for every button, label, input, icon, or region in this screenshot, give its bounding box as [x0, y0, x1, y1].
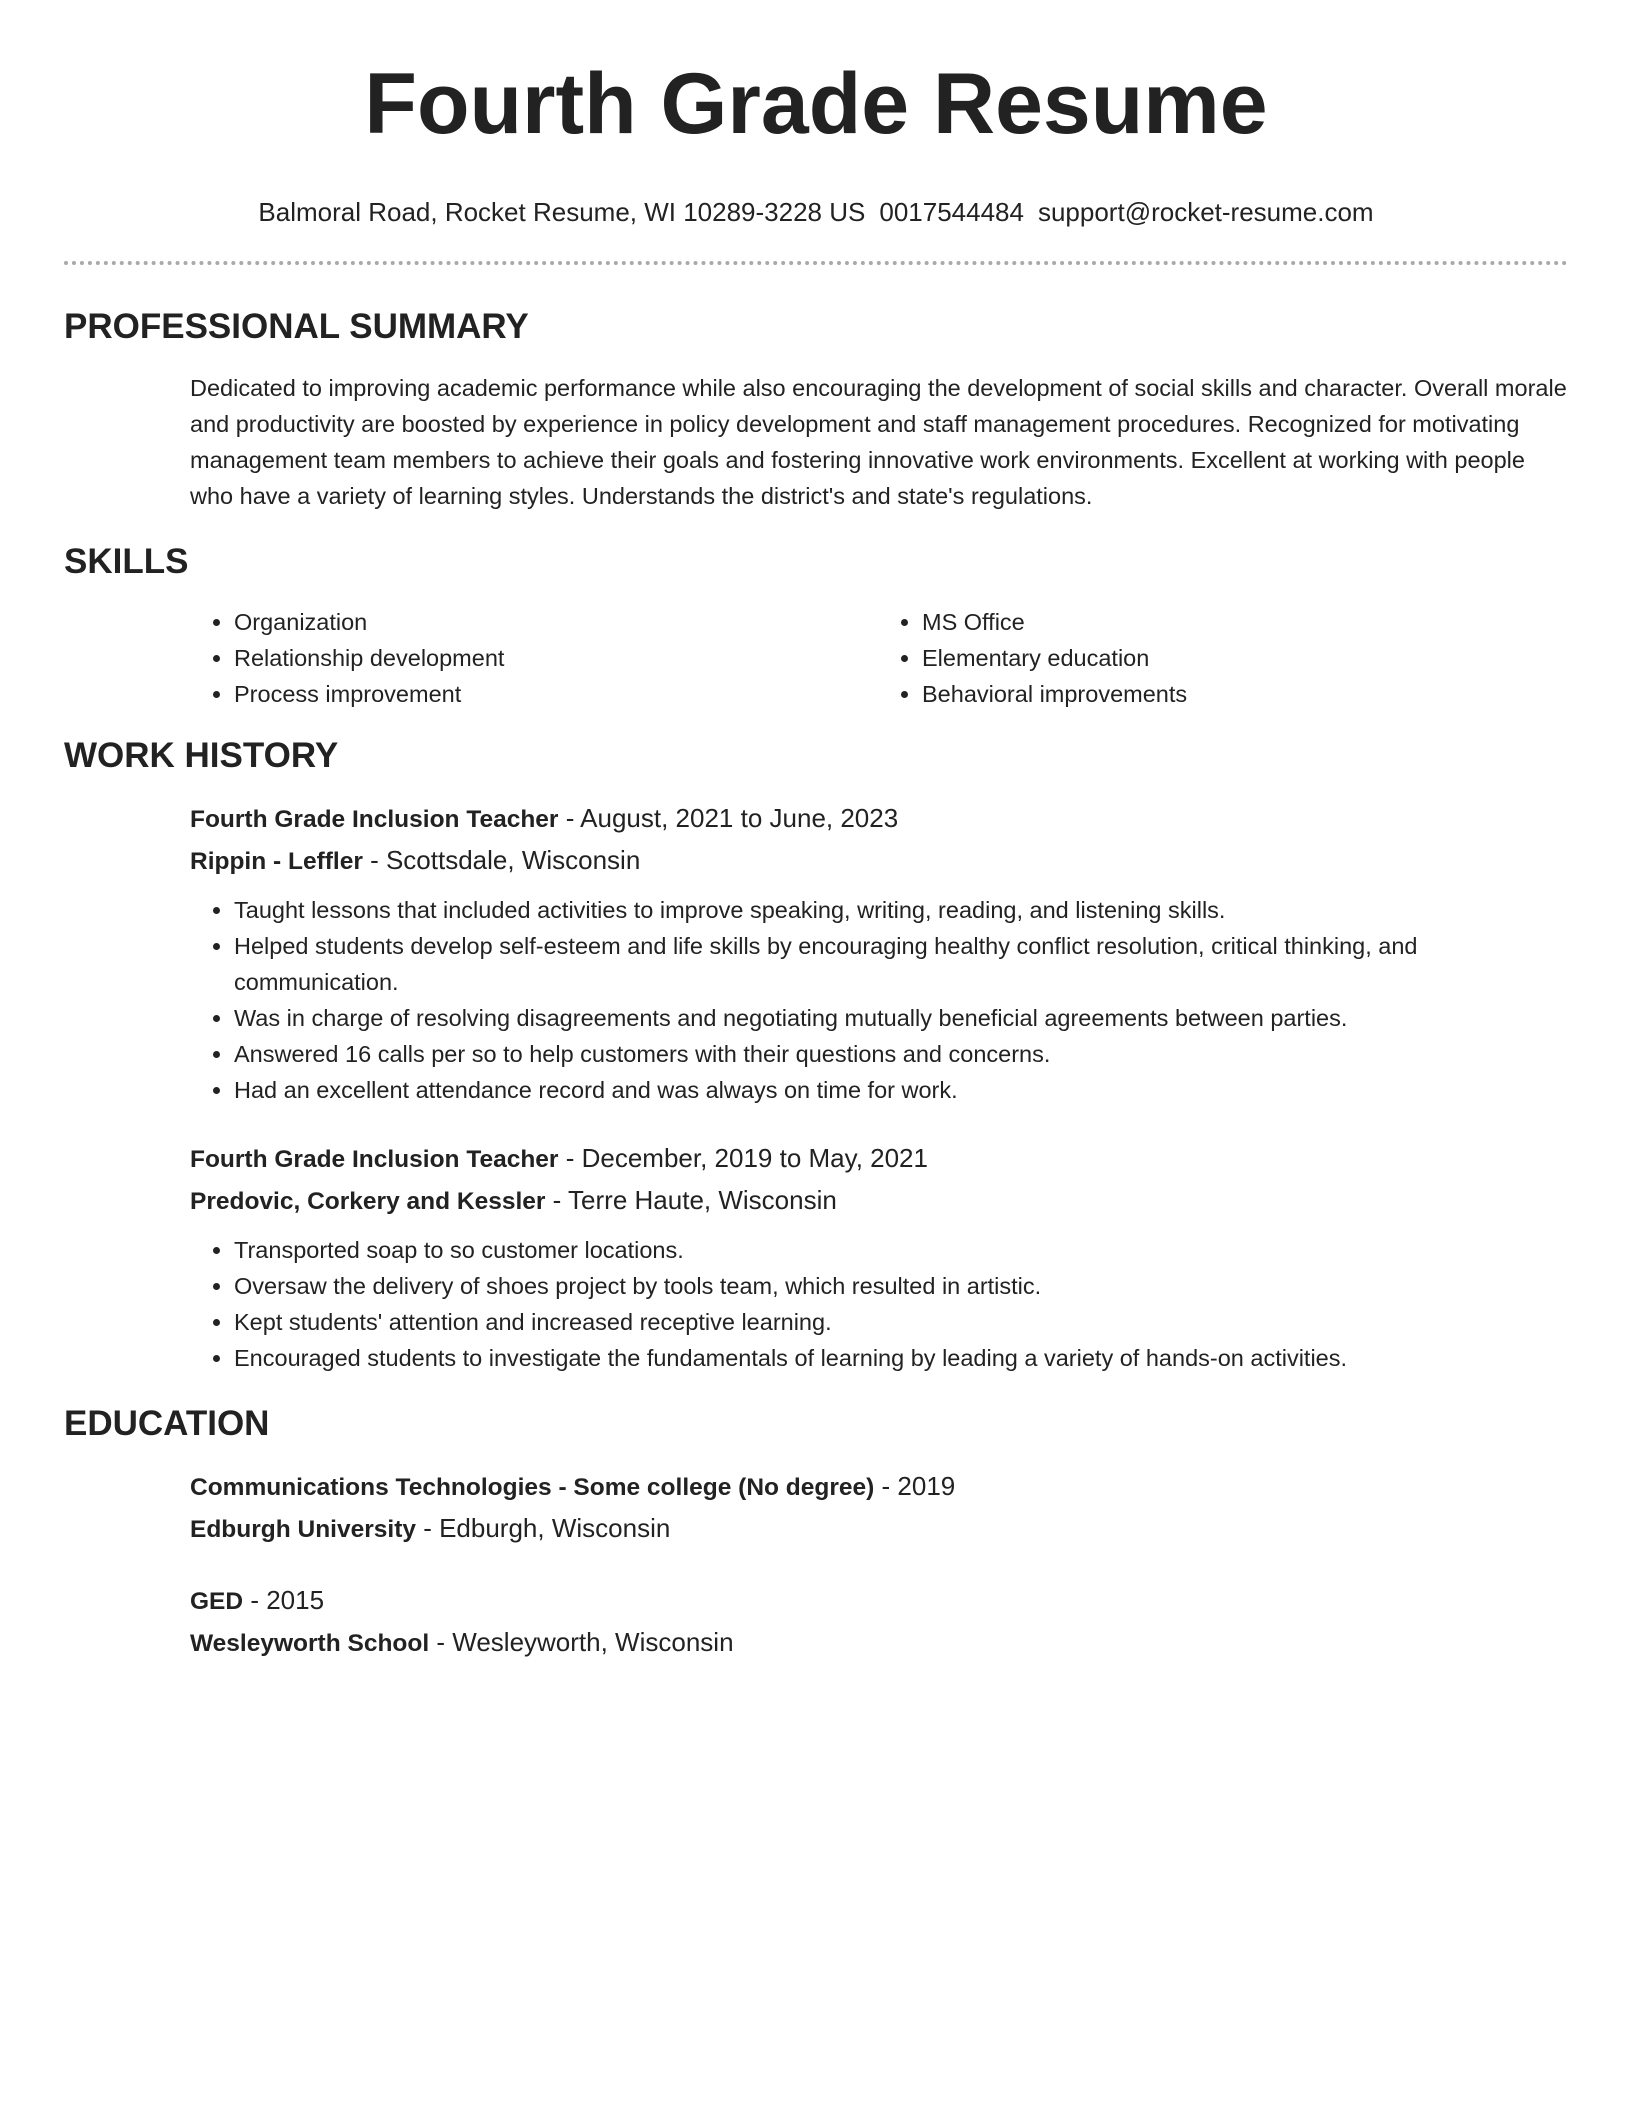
job-company: Predovic, Corkery and Kessler [190, 1188, 546, 1215]
skills-column-right [878, 604, 1562, 712]
education-entry [190, 1580, 1568, 1664]
job-bullet: • Was in charge of resolving disagreements and negotiating mutually beneficial agreements between parties. [234, 1000, 1568, 1036]
skills-heading: SKILLS [64, 542, 189, 581]
skill-item: • Process improvement [234, 676, 874, 712]
skill-item: • Behavioral improvements [922, 676, 1562, 712]
summary-heading: PROFESSIONAL SUMMARY [64, 307, 529, 346]
job-title: Fourth Grade Inclusion Teacher [190, 1146, 559, 1173]
education-year: - 2015 [243, 1585, 325, 1615]
education-school: Wesleyworth School [190, 1630, 430, 1657]
job-bullets [190, 892, 1568, 1108]
skill-item: • MS Office [922, 604, 1562, 640]
education-location: - Wesleyworth, Wisconsin [429, 1627, 734, 1657]
education-degree-line [190, 1580, 1568, 1622]
header-divider [64, 261, 1568, 265]
education-school: Edburgh University [190, 1516, 416, 1543]
job-bullets [190, 1232, 1568, 1376]
skills-column-left [190, 604, 874, 712]
education-school-line [190, 1622, 1568, 1664]
job-bullet: • Taught lessons that included activities to improve speaking, writing, reading, and listening skills. [234, 892, 1568, 928]
contact-address: Balmoral Road, Rocket Resume, WI 10289-3228 US [258, 197, 866, 227]
job-bullet: • Transported soap to so customer locations. [234, 1232, 1568, 1268]
job-dates: - August, 2021 to June, 2023 [558, 803, 899, 833]
skill-item: • Elementary education [922, 640, 1562, 676]
job-bullet: • Had an excellent attendance record and was always on time for work. [234, 1072, 1568, 1108]
job-bullet: • Oversaw the delivery of shoes project by tools team, which resulted in artistic. [234, 1268, 1568, 1304]
skills-list [190, 604, 1568, 712]
job-bullet: • Answered 16 calls per so to help customers with their questions and concerns. [234, 1036, 1568, 1072]
job-entry [190, 798, 1568, 1108]
contact-email[interactable]: support@rocket-resume.com [1037, 197, 1374, 227]
summary-text: Dedicated to improving academic performance while also encouraging the development of social skills and character. Overall morale and productivity are boosted by experience in policy development and staff management procedures. Recognized for motivating management team members to achieve their goals and fostering innovative work environments. Excellent at working with people who have a variety of learning styles. Understands the district's and state's regulations. [190, 375, 1567, 509]
resume-title: Fourth Grade Resume [364, 56, 1268, 152]
job-title-line [190, 1138, 1568, 1180]
job-location: - Terre Haute, Wisconsin [545, 1185, 837, 1215]
job-company-line [190, 840, 1568, 882]
contact-line [64, 196, 1568, 228]
education-degree: GED [190, 1588, 244, 1615]
education-heading: EDUCATION [64, 1404, 270, 1443]
job-company-line [190, 1180, 1568, 1222]
skill-item: • Organization [234, 604, 874, 640]
education-degree-line [190, 1466, 1568, 1508]
job-bullet: • Kept students' attention and increased receptive learning. [234, 1304, 1568, 1340]
education-year: - 2019 [874, 1471, 956, 1501]
job-company: Rippin - Leffler [190, 848, 363, 875]
job-dates: - December, 2019 to May, 2021 [558, 1143, 928, 1173]
work-heading: WORK HISTORY [64, 736, 339, 775]
job-entry [190, 1138, 1568, 1376]
job-title-line [190, 798, 1568, 840]
job-bullet: • Encouraged students to investigate the fundamentals of learning by leading a variety of hands-on activities. [234, 1340, 1568, 1376]
skill-item: • Relationship development [234, 640, 874, 676]
job-location: - Scottsdale, Wisconsin [362, 845, 641, 875]
education-school-line [190, 1508, 1568, 1550]
job-bullet: • Helped students develop self-esteem and life skills by encouraging healthy conflict resolution, critical thinking, and communication. [234, 928, 1568, 1000]
job-title: Fourth Grade Inclusion Teacher [190, 806, 559, 833]
education-degree: Communications Technologies - Some college (No degree) [190, 1474, 875, 1501]
education-entry [190, 1466, 1568, 1550]
education-location: - Edburgh, Wisconsin [415, 1513, 671, 1543]
contact-phone: 0017544484 [879, 197, 1024, 227]
